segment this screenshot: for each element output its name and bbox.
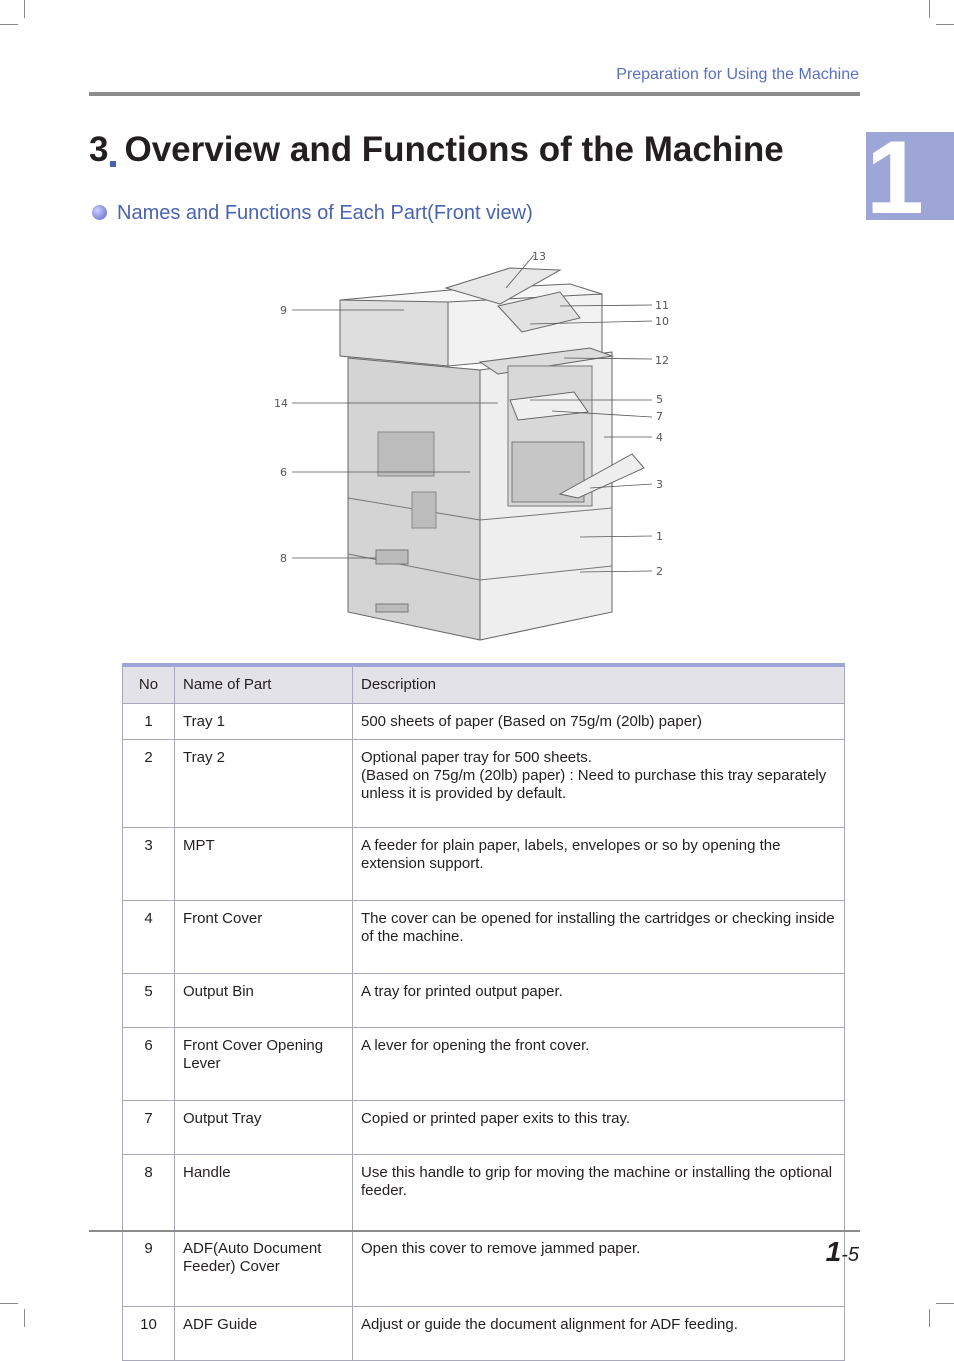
callout-label: 14 — [274, 397, 288, 410]
cell-description: Optional paper tray for 500 sheets. (Based on 75g/m (20lb) paper) : Need to purchase this tray separately unless it is provided by default. — [353, 740, 845, 828]
callout-label: 11 — [655, 299, 669, 312]
callout-label: 6 — [280, 466, 287, 479]
cell-description: A tray for printed output paper. — [353, 974, 845, 1028]
table-row — [123, 1231, 845, 1307]
cell-name: Output Bin — [175, 974, 353, 1028]
page-chapter: 1 — [825, 1236, 842, 1267]
callout-label: 7 — [656, 410, 663, 423]
table-row — [123, 1028, 845, 1101]
cell-no: 9 — [123, 1231, 175, 1307]
table-row — [123, 828, 845, 901]
cell-description: Use this handle to grip for moving the machine or installing the optional feeder. — [353, 1155, 845, 1231]
cell-description: Adjust or guide the document alignment for ADF feeding. — [353, 1307, 845, 1361]
section-subtitle — [92, 202, 533, 225]
header-description: Description — [353, 665, 845, 704]
cell-name: Tray 1 — [175, 704, 353, 740]
callout-label: 12 — [655, 354, 669, 367]
header-name: Name of Part — [175, 665, 353, 704]
callout-label: 3 — [656, 478, 663, 491]
running-header: Preparation for Using the Machine — [616, 66, 859, 83]
cell-name: Tray 2 — [175, 740, 353, 828]
cell-description: 500 sheets of paper (Based on 75g/m (20lb) paper) — [353, 704, 845, 740]
callout-label: 5 — [656, 393, 663, 406]
page-number — [826, 1236, 859, 1268]
cell-no: 5 — [123, 974, 175, 1028]
callout-label: 1 — [656, 530, 663, 543]
cell-description: The cover can be opened for installing the cartridges or checking inside of the machine. — [353, 901, 845, 974]
cell-no: 7 — [123, 1101, 175, 1155]
crop-mark — [24, 1309, 25, 1327]
machine-diagram — [260, 240, 680, 650]
cell-no: 6 — [123, 1028, 175, 1101]
cell-name: Output Tray — [175, 1101, 353, 1155]
cell-description: A feeder for plain paper, labels, envelopes or so by opening the extension support. — [353, 828, 845, 901]
cell-description: Copied or printed paper exits to this tray. — [353, 1101, 845, 1155]
cell-description: Open this cover to remove jammed paper. — [353, 1231, 845, 1307]
cell-no: 10 — [123, 1307, 175, 1361]
crop-mark — [936, 24, 954, 25]
table-row — [123, 974, 845, 1028]
crop-mark — [936, 1303, 954, 1304]
table-row — [123, 704, 845, 740]
cell-name: ADF(Auto Document Feeder) Cover — [175, 1231, 353, 1307]
cell-no: 2 — [123, 740, 175, 828]
header-no: No — [123, 665, 175, 704]
subtitle-text: Names and Functions of Each Part(Front view) — [117, 202, 533, 224]
cell-no: 3 — [123, 828, 175, 901]
crop-mark — [929, 1309, 930, 1327]
table-row — [123, 1307, 845, 1361]
cell-no: 8 — [123, 1155, 175, 1231]
callout-label: 13 — [532, 250, 546, 263]
header-rule — [89, 92, 860, 96]
parts-table — [122, 663, 845, 1361]
title-dot-icon — [110, 161, 116, 167]
section-number: 3 — [89, 130, 109, 169]
bullet-sphere-icon — [92, 205, 107, 220]
cell-no: 1 — [123, 704, 175, 740]
table-row — [123, 1101, 845, 1155]
page-title — [89, 130, 784, 170]
cell-description: A lever for opening the front cover. — [353, 1028, 845, 1101]
crop-mark — [929, 0, 930, 18]
table-header-row — [123, 665, 845, 704]
callout-label: 8 — [280, 552, 287, 565]
cell-name: Handle — [175, 1155, 353, 1231]
cell-no: 4 — [123, 901, 175, 974]
crop-mark — [24, 0, 25, 18]
table-row — [123, 901, 845, 974]
chapter-number: 1 — [866, 120, 924, 236]
callout-label: 10 — [655, 315, 669, 328]
cell-name: ADF Guide — [175, 1307, 353, 1361]
cell-name: MPT — [175, 828, 353, 901]
callout-label: 4 — [656, 431, 663, 444]
table-row — [123, 740, 845, 828]
crop-mark — [0, 1303, 18, 1304]
cell-name: Front Cover Opening Lever — [175, 1028, 353, 1101]
crop-mark — [0, 24, 18, 25]
table-row — [123, 1155, 845, 1231]
callout-label: 2 — [656, 565, 663, 578]
title-text: Overview and Functions of the Machine — [124, 130, 784, 169]
cell-name: Front Cover — [175, 901, 353, 974]
chapter-tab — [866, 120, 954, 236]
machine-illustration — [260, 240, 680, 650]
page-index: -5 — [841, 1244, 859, 1266]
callout-label: 9 — [280, 304, 287, 317]
footer-rule — [89, 1230, 860, 1232]
